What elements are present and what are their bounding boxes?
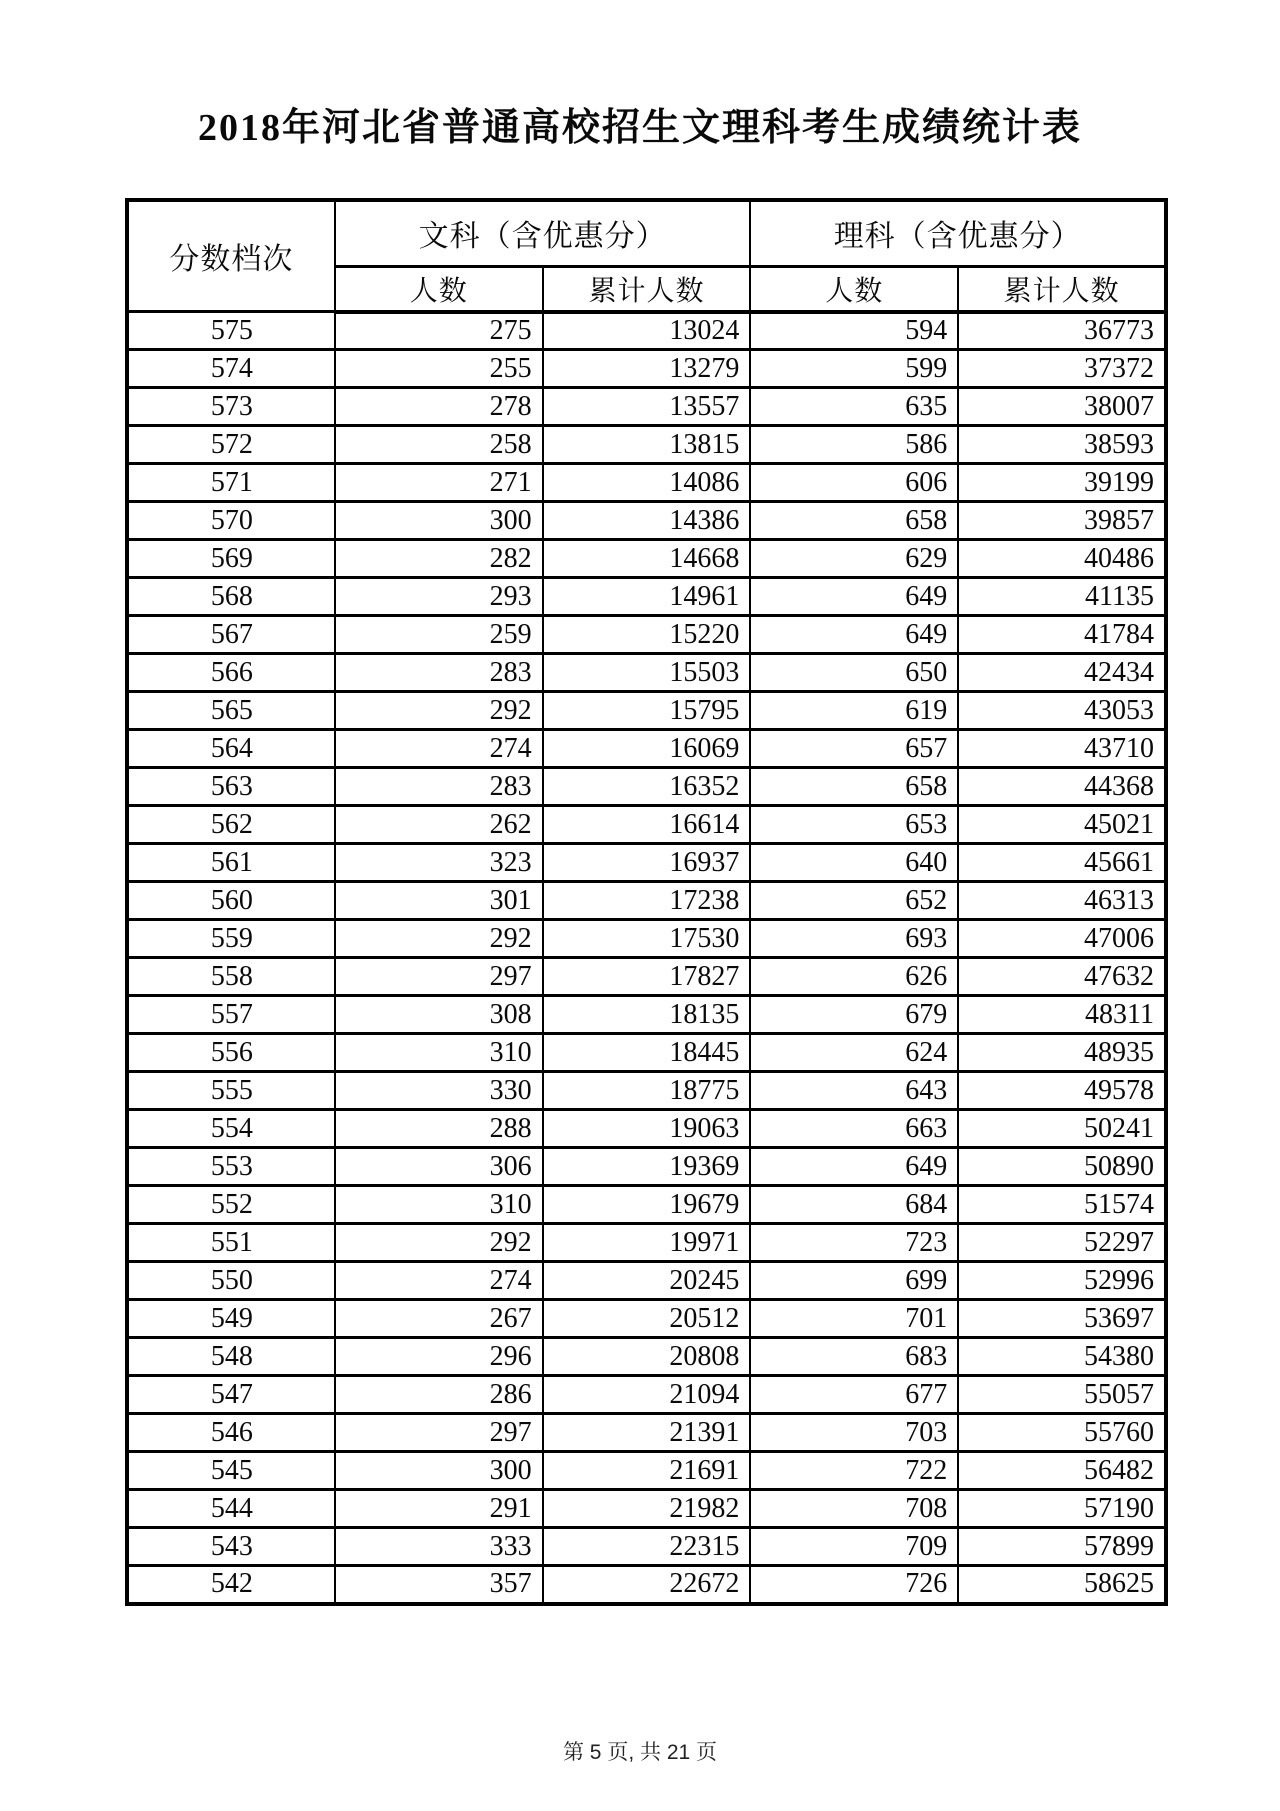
science-count-cell: 658: [750, 768, 958, 806]
science-count-cell: 653: [750, 806, 958, 844]
score-cell: 547: [127, 1376, 335, 1414]
table-row: [127, 350, 1166, 388]
arts-cumulative-cell: 22672: [543, 1566, 751, 1604]
score-cell: 552: [127, 1186, 335, 1224]
table-row: [127, 1072, 1166, 1110]
arts-count-cell: 282: [335, 540, 543, 578]
header-arts-count: 人数: [335, 266, 543, 312]
science-cumulative-cell: 52297: [958, 1224, 1166, 1262]
science-count-cell: 658: [750, 502, 958, 540]
table-row: [127, 920, 1166, 958]
science-count-cell: 703: [750, 1414, 958, 1452]
science-count-cell: 624: [750, 1034, 958, 1072]
score-cell: 549: [127, 1300, 335, 1338]
table-row: [127, 1186, 1166, 1224]
table-body: [127, 312, 1166, 1604]
arts-count-cell: 323: [335, 844, 543, 882]
science-cumulative-cell: 45661: [958, 844, 1166, 882]
header-group-row: [127, 200, 1166, 266]
arts-count-cell: 296: [335, 1338, 543, 1376]
score-cell: 574: [127, 350, 335, 388]
arts-count-cell: 283: [335, 654, 543, 692]
arts-count-cell: 300: [335, 502, 543, 540]
arts-cumulative-cell: 21094: [543, 1376, 751, 1414]
arts-cumulative-cell: 17530: [543, 920, 751, 958]
arts-cumulative-cell: 20512: [543, 1300, 751, 1338]
table-row: [127, 1262, 1166, 1300]
arts-cumulative-cell: 16352: [543, 768, 751, 806]
arts-cumulative-cell: 15503: [543, 654, 751, 692]
arts-cumulative-cell: 17827: [543, 958, 751, 996]
arts-count-cell: 310: [335, 1186, 543, 1224]
arts-count-cell: 274: [335, 1262, 543, 1300]
arts-count-cell: 301: [335, 882, 543, 920]
score-cell: 565: [127, 692, 335, 730]
arts-cumulative-cell: 19679: [543, 1186, 751, 1224]
arts-count-cell: 308: [335, 996, 543, 1034]
science-cumulative-cell: 46313: [958, 882, 1166, 920]
score-cell: 575: [127, 312, 335, 350]
science-cumulative-cell: 39857: [958, 502, 1166, 540]
score-cell: 550: [127, 1262, 335, 1300]
science-cumulative-cell: 44368: [958, 768, 1166, 806]
arts-count-cell: 292: [335, 920, 543, 958]
science-cumulative-cell: 51574: [958, 1186, 1166, 1224]
score-cell: 558: [127, 958, 335, 996]
science-cumulative-cell: 55760: [958, 1414, 1166, 1452]
table-row: [127, 996, 1166, 1034]
header-arts-group: 文科（含优惠分）: [335, 200, 751, 266]
table-row: [127, 1376, 1166, 1414]
science-cumulative-cell: 58625: [958, 1566, 1166, 1604]
science-count-cell: 652: [750, 882, 958, 920]
science-cumulative-cell: 57190: [958, 1490, 1166, 1528]
score-cell: 551: [127, 1224, 335, 1262]
page-footer: 第 5 页, 共 21 页: [562, 1741, 718, 1764]
arts-count-cell: 297: [335, 958, 543, 996]
arts-cumulative-cell: 14961: [543, 578, 751, 616]
table-row: [127, 464, 1166, 502]
science-count-cell: 626: [750, 958, 958, 996]
arts-cumulative-cell: 13815: [543, 426, 751, 464]
arts-count-cell: 274: [335, 730, 543, 768]
science-count-cell: 629: [750, 540, 958, 578]
score-cell: 554: [127, 1110, 335, 1148]
score-cell: 573: [127, 388, 335, 426]
arts-count-cell: 333: [335, 1528, 543, 1566]
science-cumulative-cell: 47006: [958, 920, 1166, 958]
science-count-cell: 726: [750, 1566, 958, 1604]
table-row: [127, 502, 1166, 540]
table-row: [127, 806, 1166, 844]
science-cumulative-cell: 52996: [958, 1262, 1166, 1300]
table-row: [127, 1034, 1166, 1072]
score-cell: 542: [127, 1566, 335, 1604]
score-cell: 566: [127, 654, 335, 692]
arts-count-cell: 288: [335, 1110, 543, 1148]
table-row: [127, 1490, 1166, 1528]
arts-cumulative-cell: 16069: [543, 730, 751, 768]
arts-count-cell: 262: [335, 806, 543, 844]
score-cell: 569: [127, 540, 335, 578]
science-count-cell: 708: [750, 1490, 958, 1528]
table-row: [127, 1414, 1166, 1452]
arts-count-cell: 278: [335, 388, 543, 426]
header-science-group: 理科（含优惠分）: [750, 200, 1166, 266]
arts-count-cell: 275: [335, 312, 543, 350]
arts-count-cell: 300: [335, 1452, 543, 1490]
science-cumulative-cell: 38593: [958, 426, 1166, 464]
score-cell: 559: [127, 920, 335, 958]
table-header: [127, 200, 1166, 312]
arts-count-cell: 271: [335, 464, 543, 502]
table-row: [127, 1224, 1166, 1262]
table-row: [127, 1148, 1166, 1186]
science-cumulative-cell: 47632: [958, 958, 1166, 996]
table-row: [127, 844, 1166, 882]
science-cumulative-cell: 43710: [958, 730, 1166, 768]
science-count-cell: 643: [750, 1072, 958, 1110]
table-row: [127, 1338, 1166, 1376]
science-cumulative-cell: 40486: [958, 540, 1166, 578]
science-count-cell: 663: [750, 1110, 958, 1148]
arts-count-cell: 255: [335, 350, 543, 388]
arts-cumulative-cell: 21391: [543, 1414, 751, 1452]
science-count-cell: 683: [750, 1338, 958, 1376]
science-cumulative-cell: 53697: [958, 1300, 1166, 1338]
arts-cumulative-cell: 21691: [543, 1452, 751, 1490]
arts-count-cell: 297: [335, 1414, 543, 1452]
science-count-cell: 723: [750, 1224, 958, 1262]
science-count-cell: 679: [750, 996, 958, 1034]
arts-cumulative-cell: 13279: [543, 350, 751, 388]
score-table: [125, 198, 1168, 1606]
arts-count-cell: 292: [335, 692, 543, 730]
arts-cumulative-cell: 18775: [543, 1072, 751, 1110]
table-row: [127, 1110, 1166, 1148]
science-count-cell: 677: [750, 1376, 958, 1414]
science-count-cell: 619: [750, 692, 958, 730]
science-count-cell: 606: [750, 464, 958, 502]
science-cumulative-cell: 42434: [958, 654, 1166, 692]
science-count-cell: 594: [750, 312, 958, 350]
science-cumulative-cell: 36773: [958, 312, 1166, 350]
score-cell: 560: [127, 882, 335, 920]
table-row: [127, 540, 1166, 578]
table-row: [127, 692, 1166, 730]
arts-count-cell: 259: [335, 616, 543, 654]
science-cumulative-cell: 48311: [958, 996, 1166, 1034]
science-count-cell: 649: [750, 578, 958, 616]
arts-cumulative-cell: 14668: [543, 540, 751, 578]
arts-count-cell: 306: [335, 1148, 543, 1186]
score-cell: 545: [127, 1452, 335, 1490]
science-cumulative-cell: 49578: [958, 1072, 1166, 1110]
science-count-cell: 693: [750, 920, 958, 958]
science-count-cell: 599: [750, 350, 958, 388]
arts-count-cell: 292: [335, 1224, 543, 1262]
arts-cumulative-cell: 16614: [543, 806, 751, 844]
table-row: [127, 768, 1166, 806]
score-cell: 555: [127, 1072, 335, 1110]
header-science-cumulative: 累计人数: [958, 266, 1166, 312]
score-cell: 564: [127, 730, 335, 768]
table-row: [127, 1566, 1166, 1604]
table-row: [127, 616, 1166, 654]
arts-count-cell: 357: [335, 1566, 543, 1604]
arts-cumulative-cell: 21982: [543, 1490, 751, 1528]
arts-cumulative-cell: 19369: [543, 1148, 751, 1186]
header-arts-cumulative: 累计人数: [543, 266, 751, 312]
score-cell: 546: [127, 1414, 335, 1452]
arts-count-cell: 310: [335, 1034, 543, 1072]
score-cell: 570: [127, 502, 335, 540]
science-count-cell: 649: [750, 616, 958, 654]
arts-cumulative-cell: 20808: [543, 1338, 751, 1376]
science-cumulative-cell: 38007: [958, 388, 1166, 426]
score-cell: 567: [127, 616, 335, 654]
score-cell: 571: [127, 464, 335, 502]
arts-cumulative-cell: 17238: [543, 882, 751, 920]
page-title: 2018年河北省普通高校招生文理科考生成绩统计表: [197, 107, 1082, 149]
arts-cumulative-cell: 16937: [543, 844, 751, 882]
score-cell: 543: [127, 1528, 335, 1566]
arts-cumulative-cell: 18445: [543, 1034, 751, 1072]
table-row: [127, 312, 1166, 350]
science-cumulative-cell: 56482: [958, 1452, 1166, 1490]
header-score-level: 分数档次: [127, 200, 335, 312]
arts-count-cell: 258: [335, 426, 543, 464]
science-cumulative-cell: 37372: [958, 350, 1166, 388]
science-count-cell: 684: [750, 1186, 958, 1224]
score-cell: 544: [127, 1490, 335, 1528]
science-count-cell: 650: [750, 654, 958, 692]
score-cell: 557: [127, 996, 335, 1034]
arts-count-cell: 293: [335, 578, 543, 616]
arts-count-cell: 330: [335, 1072, 543, 1110]
science-count-cell: 709: [750, 1528, 958, 1566]
arts-cumulative-cell: 15795: [543, 692, 751, 730]
science-cumulative-cell: 50890: [958, 1148, 1166, 1186]
table-row: [127, 578, 1166, 616]
science-count-cell: 586: [750, 426, 958, 464]
header-science-count: 人数: [750, 266, 958, 312]
arts-cumulative-cell: 13024: [543, 312, 751, 350]
arts-cumulative-cell: 18135: [543, 996, 751, 1034]
table-row: [127, 388, 1166, 426]
table-row: [127, 958, 1166, 996]
table-row: [127, 654, 1166, 692]
science-count-cell: 649: [750, 1148, 958, 1186]
score-cell: 563: [127, 768, 335, 806]
score-cell: 568: [127, 578, 335, 616]
arts-count-cell: 283: [335, 768, 543, 806]
science-count-cell: 657: [750, 730, 958, 768]
science-cumulative-cell: 48935: [958, 1034, 1166, 1072]
score-cell: 562: [127, 806, 335, 844]
science-count-cell: 640: [750, 844, 958, 882]
arts-cumulative-cell: 22315: [543, 1528, 751, 1566]
science-cumulative-cell: 41784: [958, 616, 1166, 654]
arts-count-cell: 267: [335, 1300, 543, 1338]
science-count-cell: 635: [750, 388, 958, 426]
table-row: [127, 1528, 1166, 1566]
table-row: [127, 426, 1166, 464]
science-cumulative-cell: 41135: [958, 578, 1166, 616]
score-cell: 561: [127, 844, 335, 882]
arts-cumulative-cell: 14386: [543, 502, 751, 540]
science-cumulative-cell: 39199: [958, 464, 1166, 502]
score-cell: 556: [127, 1034, 335, 1072]
arts-cumulative-cell: 20245: [543, 1262, 751, 1300]
arts-cumulative-cell: 13557: [543, 388, 751, 426]
arts-cumulative-cell: 19971: [543, 1224, 751, 1262]
arts-count-cell: 286: [335, 1376, 543, 1414]
table-row: [127, 882, 1166, 920]
arts-count-cell: 291: [335, 1490, 543, 1528]
arts-cumulative-cell: 19063: [543, 1110, 751, 1148]
science-cumulative-cell: 50241: [958, 1110, 1166, 1148]
science-cumulative-cell: 55057: [958, 1376, 1166, 1414]
science-count-cell: 722: [750, 1452, 958, 1490]
science-cumulative-cell: 57899: [958, 1528, 1166, 1566]
science-count-cell: 701: [750, 1300, 958, 1338]
science-cumulative-cell: 45021: [958, 806, 1166, 844]
table-row: [127, 730, 1166, 768]
science-cumulative-cell: 43053: [958, 692, 1166, 730]
arts-cumulative-cell: 14086: [543, 464, 751, 502]
science-count-cell: 699: [750, 1262, 958, 1300]
arts-cumulative-cell: 15220: [543, 616, 751, 654]
score-cell: 553: [127, 1148, 335, 1186]
score-cell: 548: [127, 1338, 335, 1376]
score-cell: 572: [127, 426, 335, 464]
table-row: [127, 1452, 1166, 1490]
table-row: [127, 1300, 1166, 1338]
science-cumulative-cell: 54380: [958, 1338, 1166, 1376]
